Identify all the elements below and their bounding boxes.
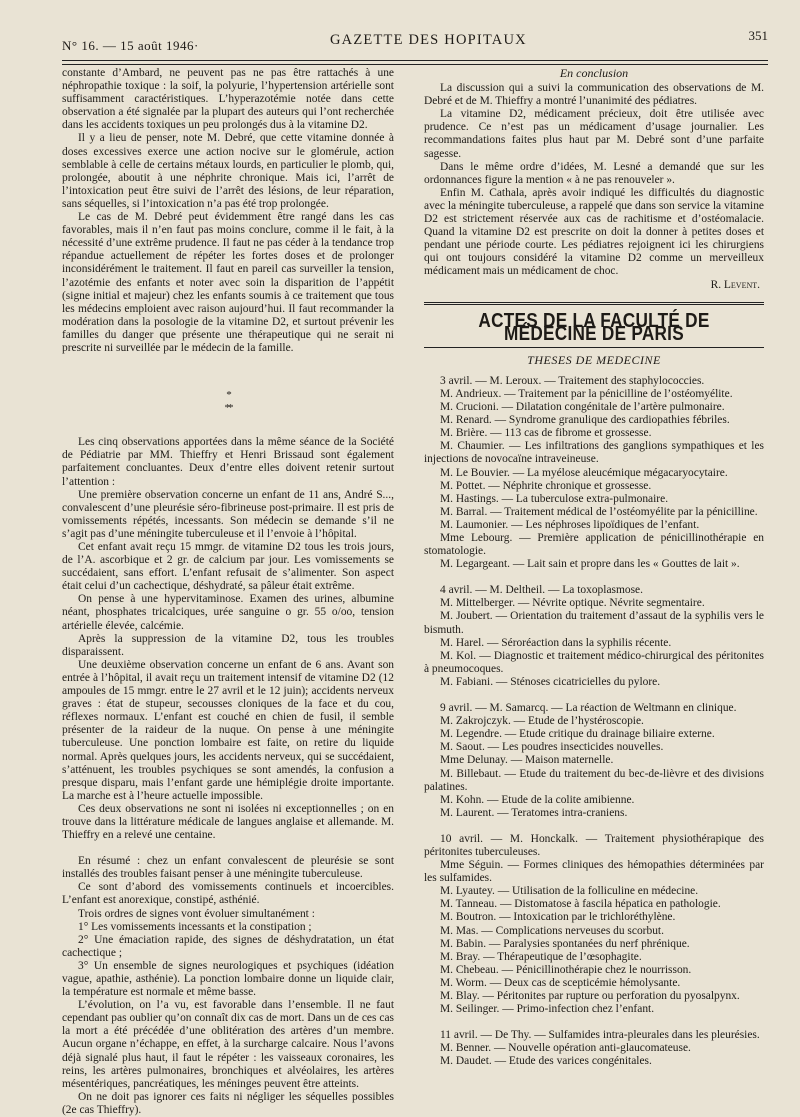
thesis-entry: M. Pottet. — Néphrite chronique et grossesse. xyxy=(440,479,652,492)
thesis-entry: M. Billebaut. — Etude du traitement du bec-de-lièvre et des divisions palatines. xyxy=(424,767,764,793)
thesis-entry: M. Fabiani. — Sténoses cicatricielles du pylore. xyxy=(440,675,661,688)
paragraph: Enfin M. Cathala, après avoir indiqué les difficultés du diagnostic avec la méningite tuberculeuse, a rappelé que dans son service la vitamine D2 est strictement réservée aux cas de rachitisme et d’ostéomalacie. Quand la vitamine D2 est prescrite on doit la donner à petites doses et pendant une période courte. Les pédiatres rejoignent ici les chirurgiens qui ont toujours considéré la vitamine D2 comme un merveilleux médicament mais un médicament de choc. xyxy=(424,186,764,278)
issue-number: N° 16. — 15 août 1946· xyxy=(62,38,199,53)
thesis-entry: M. Andrieux. — Traitement par la pénicilline de l’ostéomyélite. xyxy=(440,387,733,400)
thesis-entry: 4 avril. — M. Deltheil. — La toxoplasmose. xyxy=(440,584,643,597)
paragraph: La vitamine D2, médicament précieux, doit être utilisée avec prudence. Ce n’est pas un médicament d’usage journalier. Les recommandations faites plus haut par M. Debré sont d’une parfaite sagesse. xyxy=(424,108,764,160)
thesis-entry: 3 avril. — M. Leroux. — Traitement des staphylococcies. xyxy=(440,374,705,387)
thesis-entry: M. Renard. — Syndrome granulique des cardiopathies fébriles. xyxy=(440,414,730,427)
section-title: ACTES DE LA FACULTÉ DE MÉDECINE DE PARIS xyxy=(478,309,710,345)
thesis-entry: M. Hastings. — La tuberculose extra-pulmonaire. xyxy=(440,492,669,505)
thesis-entry: M. Harel. — Séroréaction dans la syphilis récente. xyxy=(440,636,672,649)
section-rule xyxy=(424,302,764,303)
conclusion-heading: En conclusion xyxy=(559,66,629,80)
thesis-entry: 9 avril. — M. Samarcq. — La réaction de Weltmann en clinique. xyxy=(440,702,737,715)
page-number: 351 xyxy=(748,28,768,43)
paragraph: La discussion qui a suivi la communication des observations de M. Debré et de M. Thieffry a montré l’unanimité des pédiatres. xyxy=(424,82,764,108)
thesis-entry: M. Benner. — Nouvelle opération anti-glaucomateuse. xyxy=(440,1042,691,1055)
thesis-entry: M. Legargeant. — Lait sain et propre dans les « Gouttes de lait ». xyxy=(440,558,740,571)
paragraph: Une deuxième observation concerne un enfant de 6 ans. Avant son entrée à l’hôpital, il avait reçu un traitement intensif de vitamine D2 (12 ampoules de 15 mmgr. entre le 27 avril et le 12 juin); accidents nerveux graves : état de stupeur, secousses cloniques de la face et du cou, réflexes normaux. L’enfant est couché en chien de fusil, il semble présenter de la raideur de la nuque. On pense à une méningite tuberculeuse. Une ponction lombaire est faite, on retire du liquide normal. Après quelques jours, les accidents nerveux, qui se succédaient, s’atténuent, les troubles psychiques se sont amendés, la confusion a presque disparu, mais l’enfant garde une hémiplégie droite importante. La marche est à l’heure actuelle impossible. xyxy=(62,658,394,802)
paragraph: Ces deux observations ne sont ni isolées ni exceptionnelles ; on en trouve dans la littérature médicale de langues anglaise et allemande. M. Thieffry en a relevé une centaine. xyxy=(62,802,394,842)
thesis-entry: M. Worm. — Deux cas de scepticémie hémolysante. xyxy=(440,976,681,989)
thesis-entry: M. Blay. — Péritonites par rupture ou perforation du pyosalpynx. xyxy=(440,990,740,1002)
thesis-entry: M. Lyautey. — Utilisation de la folliculine en médecine. xyxy=(440,885,699,898)
thesis-entry: M. Barral. — Traitement médical de l’ostéomyélite par la pénicilline. xyxy=(440,505,758,518)
thesis-entry: M. Mittelberger. — Névrite optique. Névrite segmentaire. xyxy=(440,597,705,610)
thesis-entry: M. Seilinger. — Primo-infection chez l’enfant. xyxy=(440,1003,655,1016)
thesis-entry: 11 avril. — De Thy. — Sulfamides intra-pleurales dans les pleurésies. xyxy=(440,1029,760,1042)
paragraph: Les cinq observations apportées dans la même séance de la Société de Pédiatrie par MM. Thieffry et Henri Brissaud sont également parfaitement concluantes. Deux d’entre elles doivent retenir surtout l’attention : xyxy=(62,436,394,488)
theses-list xyxy=(424,375,764,1069)
paragraph: 1° Les vomissements incessants et la constipation ; xyxy=(78,920,312,933)
right-column xyxy=(424,67,764,1068)
header-rule xyxy=(62,60,768,61)
paragraph: 3° Un ensemble de signes neurologiques et psychiques (idéation vague, apathie, asthénie). La ponction lombaire donne un liquide clair, la température est normale et même basse. xyxy=(62,959,394,999)
thesis-entry: M. Saout. — Les poudres insecticides nouvelles. xyxy=(440,741,664,754)
section-rule-thin xyxy=(424,304,764,305)
thesis-entry: M. Mas. — Complications nerveuses du scorbut. xyxy=(440,924,664,937)
thesis-entry: 10 avril. — M. Honckalk. — Traitement physiothérapique des péritonites tuberculeuses. xyxy=(424,832,764,858)
paragraph: Trois ordres de signes vont évoluer simultanément : xyxy=(78,907,315,920)
paragraph: L’évolution, on l’a vu, est favorable dans l’ensemble. Il ne faut cependant pas oublier qu’on connaît dix cas de mort. Dans un de ces cas la mort a été précédée d’une oblitération des artères d’un membre. Aucun organe n’échappe, en effet, à la surcharge calcaire. Nous l’avons déjà signalé plus haut, il faut le répéter : les vaisseaux coronaires, les reins, les artères pulmonaires, bronchiques et alvéolaires, les artères mésentériques, pancréatiques, les méninges peuvent être atteints. xyxy=(62,999,394,1090)
thesis-entry: Mme Séguin. — Formes cliniques des hémopathies déterminées par les sulfamides. xyxy=(424,859,764,885)
left-column xyxy=(62,67,394,1117)
paragraph: Ce sont d’abord des vomissements continuels et incoercibles. L’enfant est anorexique, constipé, asthénié. xyxy=(62,881,394,907)
thesis-entry: M. Laurent. — Teratomes intra-craniens. xyxy=(440,806,628,819)
paragraph: On pense à une hypervitaminose. Examen des urines, albumine néant, phosphates tricalciques, urée sanguine o gr. 55 o/oo, tension artérielle élevée, calcémie. xyxy=(62,593,394,632)
paragraph: Après la suppression de la vitamine D2, tous les troubles disparaissent. xyxy=(62,632,394,658)
thesis-entry: M. Babin. — Paralysies spontanées du nerf phrénique. xyxy=(440,937,690,950)
thesis-entry: Mme Delunay. — Maison maternelle. xyxy=(440,754,614,767)
paragraph: On ne doit pas ignorer ces faits ni négliger les séquelles possibles (2e cas Thieffry). xyxy=(62,1090,394,1116)
section-break-stars: * ** xyxy=(224,389,232,415)
paragraph-summary: En résumé : chez un enfant convalescent de pleurésie se sont installés des troubles faisant penser à une méningite tuberculeuse. xyxy=(62,855,394,881)
thesis-entry: M. Legendre. — Etude critique du drainage biliaire externe. xyxy=(440,728,715,741)
subsection-title: THESES DE MEDECINE xyxy=(527,352,661,367)
paragraph: Dans le même ordre d’idées, M. Lesné a demandé que sur les ordonnances figure la mention « à ne pas renouveler ». xyxy=(424,160,764,186)
thesis-entry: M. Brière. — 113 cas de fibrome et grossesse. xyxy=(440,427,652,440)
thesis-entry: M. Joubert. — Orientation du traitement d’assaut de la syphilis vers le bismuth. xyxy=(424,610,764,636)
section-underline xyxy=(424,347,764,348)
paragraph: Une première observation concerne un enfant de 11 ans, André S..., convalescent d’une pleurésie séro-fibrineuse post-primaire. Il est pris de vomissements répétés, incessants. Son médecin se demande s’il ne s’agit pas d’une méningite tuberculeuse et il l’envoie à l’hôpital. xyxy=(62,488,394,540)
paragraph: constante d’Ambard, ne peuvent pas ne pas être rattachés à une néphropathie toxique : la soif, la polyurie, l’hypertension artérielle sont suffisamment caractéristiques. L’hyperazotémie notée dans cette observation a été signalée par la plupart des auteurs qui l’ont recherchée dans les accidents toxiques un peu prolongés dus à la vitamine D2. xyxy=(62,67,394,132)
author-signature: R. Levent. xyxy=(710,278,760,291)
thesis-entry: M. Chebeau. — Pénicillinothérapie chez le nourrisson. xyxy=(440,963,692,976)
thesis-entry: M. Tanneau. — Distomatose à fascila hépatica en pathologie. xyxy=(440,898,721,911)
thesis-entry: M. Boutron. — Intoxication par le trichloréthylène. xyxy=(440,911,676,924)
thesis-entry: Mme Lebourg. — Première application de pénicillinothérapie en stomatologie. xyxy=(424,532,764,558)
thesis-entry: M. Chaumier. — Les infiltrations des ganglions sympathiques et les injections de novocaïne intraveineuse. xyxy=(424,440,764,466)
thesis-entry: M. Daudet. — Etude des varices congénitales. xyxy=(440,1055,652,1068)
paragraph: Cet enfant avait reçu 15 mmgr. de vitamine D2 tous les trois jours, de l’A. ascorbique et 2 gr. de calcium par jour. Les vomissements se succédaient, sans effort. L’enfant refusait de s’alimenter. Son aspect était celui d’un cachectique, déshydraté, sa pâleur était extrême. xyxy=(62,541,394,593)
thesis-entry: M. Zakrojczyk. — Etude de l’hystéroscopie. xyxy=(440,715,644,728)
paragraph: Il y a lieu de penser, note M. Debré, que cette vitamine donnée à doses excessives exerce une action nocive sur le glomérule, action semblable à celle de certains métaux lourds, en particulier le plomb, qui, prolongée, aboutit à une néphrite chronique. Mais ici, l’arrêt de l’intoxication peut être suivi de l’arrêt des lésions, de leur réparation, sans séquelles, si l’intoxication n’a pas été trop prolongée. xyxy=(62,132,394,210)
thesis-entry: M. Crucioni. — Dilatation congénitale de l’artère pulmonaire. xyxy=(440,401,725,414)
thesis-entry: M. Laumonier. — Les néphroses lipoïdiques de l’enfant. xyxy=(440,518,700,531)
paragraph: 2° Une émaciation rapide, des signes de déshydratation, un état cachectique ; xyxy=(62,933,394,959)
thesis-entry: M. Kohn. — Etude de la colite amibienne. xyxy=(440,793,635,806)
paragraph: Le cas de M. Debré peut évidemment être rangé dans les cas favorables, mais il n’en faut pas moins conclure, comme il le fait, à la nécessité d’une extrême prudence. Il faut ne pas céder à la tendance trop répandue actuellement de répéter les fortes doses et de prolonger inconsidérément le traitement. Il faut en pareil cas surveiller la tension, l’azotémie des enfants et noter avec soin la disparition de l’appétit (signe initial et majeur) chez les enfants soumis à ce traitement que tous les médecins emploient avec raison aujourd’hui. Il faut recommander la modération dans la posologie de la vitamine D2, et surtout prévenir les familles du danger que présente une thérapeutique qui ne serait ni prescrite ni surveillée par le médecin de la famille. xyxy=(62,211,394,354)
thesis-entry: M. Bray. — Thérapeutique de l’œsophagite. xyxy=(440,950,642,963)
thesis-entry: M. Kol. — Diagnostic et traitement médico-chirurgical des péritonites à pneumocoques. xyxy=(424,649,764,675)
journal-title: GAZETTE DES HOPITAUX xyxy=(330,32,527,48)
thesis-entry: M. Le Bouvier. — La myélose aleucémique mégacaryocytaire. xyxy=(440,466,728,479)
page-header xyxy=(62,28,768,54)
header-rule-thin xyxy=(62,64,768,65)
